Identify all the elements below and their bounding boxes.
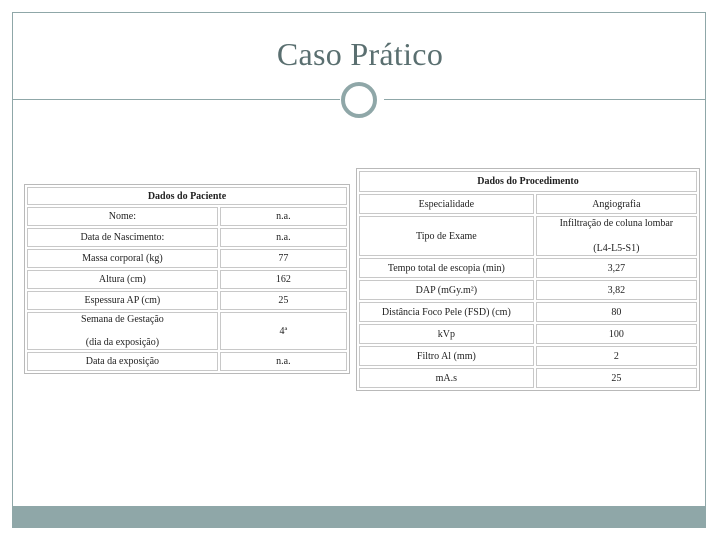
row-label: Especialidade (359, 194, 534, 214)
row-value: 25 (536, 368, 697, 388)
row-label: Altura (cm) (27, 270, 218, 289)
row-label: Filtro Al (mm) (359, 346, 534, 366)
title-divider-left (12, 99, 340, 100)
patient-data-table (24, 184, 350, 374)
row-label: Data de Nascimento: (27, 228, 218, 247)
row-value: 2 (536, 346, 697, 366)
procedure-data-table (356, 168, 700, 391)
title-divider-right (384, 99, 706, 100)
footer-bar (12, 506, 706, 528)
row-value: 77 (220, 249, 347, 268)
table-row (359, 368, 697, 388)
row-label: DAP (mGy.m²) (359, 280, 534, 300)
row-label: Data da exposição (27, 352, 218, 371)
table-row (359, 280, 697, 300)
table-row (359, 302, 697, 322)
divider-ring-ornament (341, 82, 377, 118)
table-row (359, 324, 697, 344)
table-row (27, 228, 347, 247)
row-label: Distância Foco Pele (FSD) (cm) (359, 302, 534, 322)
row-label: Tempo total de escopia (min) (359, 258, 534, 278)
row-label: Nome: (27, 207, 218, 226)
table-row (27, 270, 347, 289)
row-value: 3,27 (536, 258, 697, 278)
table-row (27, 291, 347, 310)
row-label: Massa corporal (kg) (27, 249, 218, 268)
row-label: mA.s (359, 368, 534, 388)
row-value: 4ª (220, 312, 347, 350)
pregnancy-week-sublabel: (dia da exposição) (85, 337, 160, 348)
row-value: 25 (220, 291, 347, 310)
row-value: n.a. (220, 352, 347, 371)
exam-type-value: Infiltração de coluna lombar (559, 218, 674, 229)
row-value (536, 216, 697, 256)
table-row (27, 312, 347, 350)
table-row (359, 216, 697, 256)
table-row (359, 258, 697, 278)
procedure-table-header: Dados do Procedimento (359, 171, 697, 192)
row-label (27, 312, 218, 350)
row-label: kVp (359, 324, 534, 344)
row-value: 100 (536, 324, 697, 344)
row-value: 80 (536, 302, 697, 322)
row-value: 3,82 (536, 280, 697, 300)
row-label: Tipo de Exame (359, 216, 534, 256)
table-row (359, 194, 697, 214)
row-value: n.a. (220, 228, 347, 247)
row-value: 162 (220, 270, 347, 289)
row-value: Angiografia (536, 194, 697, 214)
table-row (27, 249, 347, 268)
pregnancy-week-label: Semana de Gestação (81, 314, 164, 325)
slide-title: Caso Prático (276, 36, 444, 72)
row-value: n.a. (220, 207, 347, 226)
exam-type-levels: (L4-L5-S1) (593, 243, 640, 254)
table-row (359, 346, 697, 366)
patient-table-header: Dados do Paciente (27, 187, 347, 205)
row-label: Espessura AP (cm) (27, 291, 218, 310)
table-row (27, 207, 347, 226)
table-row (27, 352, 347, 371)
